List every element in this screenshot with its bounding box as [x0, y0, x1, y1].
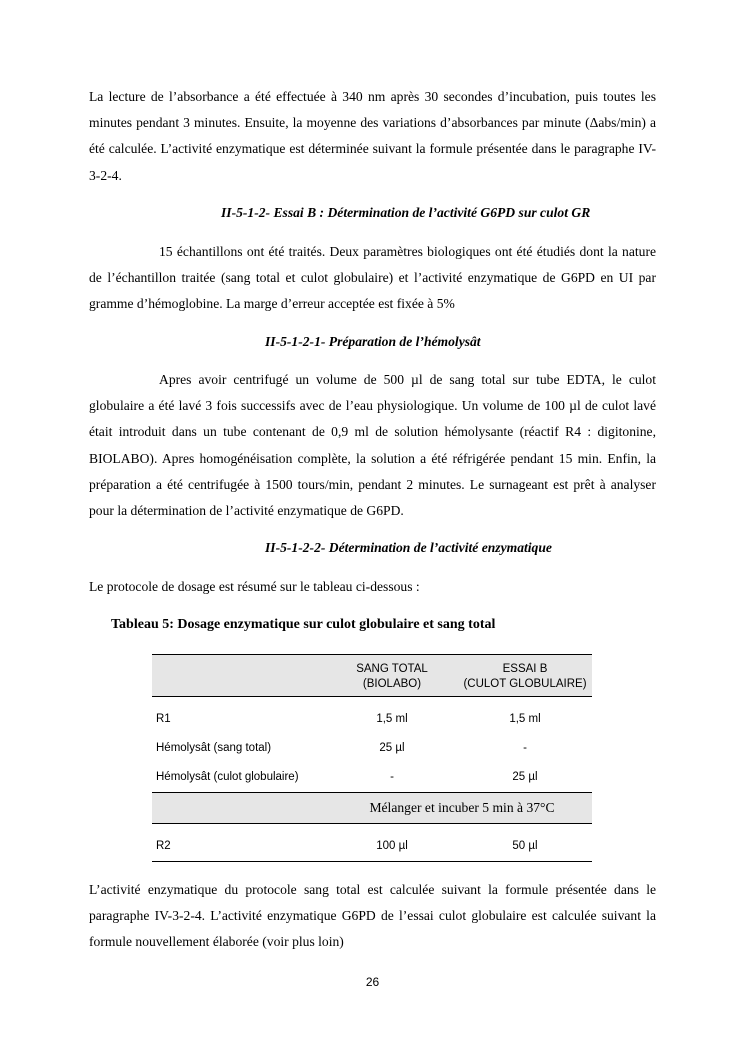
- paragraph-protocol-intro: Le protocole de dosage est résumé sur le tableau ci-dessous :: [89, 579, 420, 594]
- table-row: [152, 763, 592, 792]
- table-caption: Tableau 5: Dosage enzymatique sur culot globulaire et sang total: [111, 617, 496, 632]
- table-row: [152, 832, 592, 862]
- dosage-table: [152, 654, 592, 862]
- table-header-sang-total: [342, 662, 442, 692]
- row-label: R1: [156, 713, 171, 725]
- row-label: Hémolysât (sang total): [156, 742, 272, 754]
- table-header-row: [152, 654, 592, 697]
- row-essai-b-value: 25 µl: [512, 771, 538, 783]
- row-label: R2: [156, 840, 171, 852]
- header-essai-b-line1: ESSAI B: [502, 663, 548, 675]
- page-number: 26: [365, 975, 380, 989]
- table-row: [152, 734, 592, 763]
- row-label: Hémolysât (culot globulaire): [156, 771, 299, 783]
- row-essai-b-value: 50 µl: [512, 840, 538, 852]
- header-essai-b-line2: (CULOT GLOBULAIRE): [463, 678, 587, 690]
- heading-essai-b: II-5-1-2- Essai B : Détermination de l’activité G6PD sur culot GR: [221, 205, 591, 220]
- heading-enzymatic-activity: II-5-1-2-2- Détermination de l’activité enzymatique: [265, 540, 552, 555]
- row-essai-b-value: 1,5 ml: [509, 713, 541, 725]
- table-row: [152, 705, 592, 734]
- table-header-essai-b: [452, 662, 598, 692]
- row-sang-total-value: 1,5 ml: [376, 713, 408, 725]
- paragraph-hemolysat-method: Apres avoir centrifugé un volume de 500 µl de sang total sur tube EDTA, le culot globulaire a été lavé 3 fois successifs avec de l’eau physiologique. Un volume de 100 µl de culot lavé était introduit dans un tube contenant de 0,9 ml de solution hémolysante (réactif R4 : digitonine, BIOLABO). Apres homogénéisation complète, la solution a été réfrigérée pendant 15 min. Enfin, la préparation a été centrifugée à 1500 tours/min, pendant 2 minutes. Le surnageant est prêt à analyser pour la détermination de l’activité enzymatique de G6PD.: [89, 372, 656, 519]
- header-sang-total-line2: (BIOLABO): [362, 678, 422, 690]
- heading-hemolysat-preparation: II-5-1-2-1- Préparation de l’hémolysât: [265, 334, 481, 349]
- row-sang-total-value: 25 µl: [379, 742, 405, 754]
- paragraph-samples: 15 échantillons ont été traités. Deux paramètres biologiques ont été étudiés dont la nature de l’échantillon traitée (sang total et culot globulaire) et l’activité enzymatique de G6PD en UI par gramme d’hémoglobine. La marge d’erreur acceptée est fixée à 5%: [89, 244, 656, 312]
- paragraph-absorbance-reading: La lecture de l’absorbance a été effectuée à 340 nm après 30 secondes d’incubation, puis toutes les minutes pendant 3 minutes. Ensuite, la moyenne des variations d’absorbances par minute (Δabs/min) a été calculée. L’activité enzymatique est déterminée suivant la formule présentée dans le paragraphe IV-3-2-4.: [89, 89, 656, 183]
- paragraph-activity-calculation: L’activité enzymatique du protocole sang total est calculée suivant la formule présentée dans le paragraphe IV-3-2-4. L’activité enzymatique G6PD de l’essai culot globulaire est calculée suivant la formule nouvellement élaborée (voir plus loin): [89, 882, 656, 950]
- row-essai-b-value: -: [523, 742, 527, 754]
- table-mix-row: [152, 792, 592, 824]
- row-sang-total-value: -: [390, 771, 394, 783]
- header-sang-total-line1: SANG TOTAL: [356, 663, 428, 675]
- mix-instruction: Mélanger et incuber 5 min à 37°C: [369, 800, 555, 815]
- row-sang-total-value: 100 µl: [376, 840, 408, 852]
